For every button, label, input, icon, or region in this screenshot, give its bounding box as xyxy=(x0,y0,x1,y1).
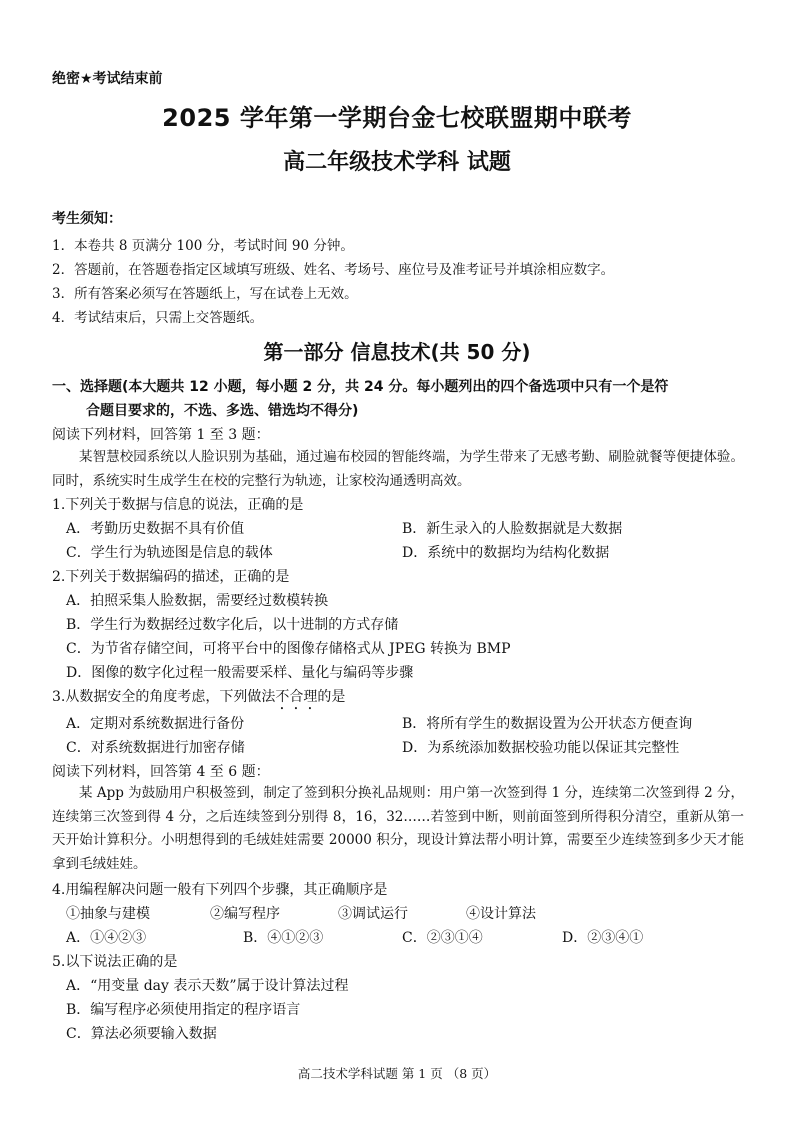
material-paragraph: 某 App 为鼓励用户积极签到，制定了签到积分换礼品规则：用户第一次签到得 1 分，连续第二次签到得 2 分，连续第三次签到得 4 分，之后连续签到分别得 8，16，32……若签到中断，则前面签到所得积分清空，重新从第一天开始计算积分。小明想得到的毛绒娃娃需要 20000 积分，现设计算法帮小明计算，需要至少连续签到多少天才能拿到毛绒娃娃。 xyxy=(52,785,744,872)
question-2-stem: 2.下列关于数据编码的描述，正确的是 xyxy=(52,569,290,585)
question-1-stem: 1.下列关于数据与信息的说法，正确的是 xyxy=(52,497,304,513)
notice-item: 1．本卷共 8 页满分 100 分，考试时间 90 分钟。 xyxy=(52,238,354,254)
question-4-step: ③调试运行 xyxy=(338,906,408,922)
question-2-option-a: A．拍照采集人脸数据，需要经过数模转换 xyxy=(66,593,329,609)
question-5-option-b: B．编写程序必须使用指定的程序语言 xyxy=(66,1002,301,1018)
question-3-option-a: A．定期对系统数据进行备份 xyxy=(66,716,245,732)
question-2-option-d: D．图像的数字化过程一般需要采样、量化与编码等步骤 xyxy=(66,665,414,681)
question-4-option-a: A．①④②③ xyxy=(66,930,147,946)
material-intro: 阅读下列材料，回答第 4 至 6 题： xyxy=(52,764,270,780)
question-4-step: ④设计算法 xyxy=(466,906,536,922)
question-4-step: ①抽象与建模 xyxy=(66,906,150,922)
choice-heading-cont: 合题目要求的，不选、多选、错选均不得分) xyxy=(86,403,359,419)
section-title: 第一部分 信息技术(共 50 分) xyxy=(263,340,531,364)
question-5-option-c: C．算法必须要输入数据 xyxy=(66,1026,217,1042)
question-3-stem-end: 的是 xyxy=(317,689,346,705)
question-4-option-b: B．④①②③ xyxy=(243,930,324,946)
question-3-option-b: B．将所有学生的数据设置为公开状态方便查询 xyxy=(402,716,693,732)
question-4-option-d: D．②③④① xyxy=(562,930,644,946)
question-3-emphasis: 不合理 xyxy=(275,689,318,705)
notice-item: 3．所有答案必须写在答题纸上，写在试卷上无效。 xyxy=(52,286,358,302)
question-1-option-b: B．新生录入的人脸数据就是大数据 xyxy=(402,521,623,537)
question-3-option-d: D．为系统添加数据校验功能以保证其完整性 xyxy=(402,740,680,756)
question-4-stem: 4.用编程解决问题一般有下列四个步骤，其正确顺序是 xyxy=(52,882,388,898)
question-2-option-c: C．为节省存储空间，可将平台中的图像存储格式从 JPEG 转换为 BMP xyxy=(66,641,511,657)
exam-subtitle: 高二年级技术学科 试题 xyxy=(283,150,511,175)
notice-heading: 考生须知： xyxy=(52,211,122,227)
question-3-stem-text: 3.从数据安全的角度考虑，下列做法 xyxy=(52,689,276,705)
material-intro: 阅读下列材料，回答第 1 至 3 题： xyxy=(52,427,270,443)
question-2-option-b: B．学生行为数据经过数字化后，以十进制的方式存储 xyxy=(66,617,399,633)
question-5-option-a: A．“用变量 day 表示天数”属于设计算法过程 xyxy=(66,978,349,994)
question-3-option-c: C．对系统数据进行加密存储 xyxy=(66,740,245,756)
question-5-stem: 5.以下说法正确的是 xyxy=(52,954,178,970)
choice-heading: 一、选择题(本大题共 12 小题，每小题 2 分，共 24 分。每小题列出的四个备选项中只有一个是符 xyxy=(52,379,669,395)
notice-item: 4．考试结束后，只需上交答题纸。 xyxy=(52,310,264,326)
question-4-option-c: C．②③①④ xyxy=(402,930,483,946)
exam-title: 2025 学年第一学期台金七校联盟期中联考 xyxy=(162,104,632,132)
notice-item: 2．答题前，在答题卷指定区域填写班级、姓名、考场号、座位号及准考证号并填涂相应数字。 xyxy=(52,262,615,278)
question-1-option-a: A．考勤历史数据不具有价值 xyxy=(66,521,245,537)
question-3-stem xyxy=(52,686,345,713)
page-footer: 高二技术学科试题 第 1 页 （8 页） xyxy=(297,1066,497,1081)
question-1-option-c: C．学生行为轨迹图是信息的载体 xyxy=(66,545,273,561)
material-paragraph: 某智慧校园系统以人脸识别为基础，通过遍布校园的智能终端，为学生带来了无感考勤、刷脸就餐等便捷体验。同时，系统实时生成学生在校的完整行为轨迹，让家校沟通透明高效。 xyxy=(52,449,744,489)
question-4-step: ②编写程序 xyxy=(210,906,280,922)
question-1-option-d: D．系统中的数据均为结构化数据 xyxy=(402,545,610,561)
confidential-label: 绝密★考试结束前 xyxy=(52,71,163,87)
